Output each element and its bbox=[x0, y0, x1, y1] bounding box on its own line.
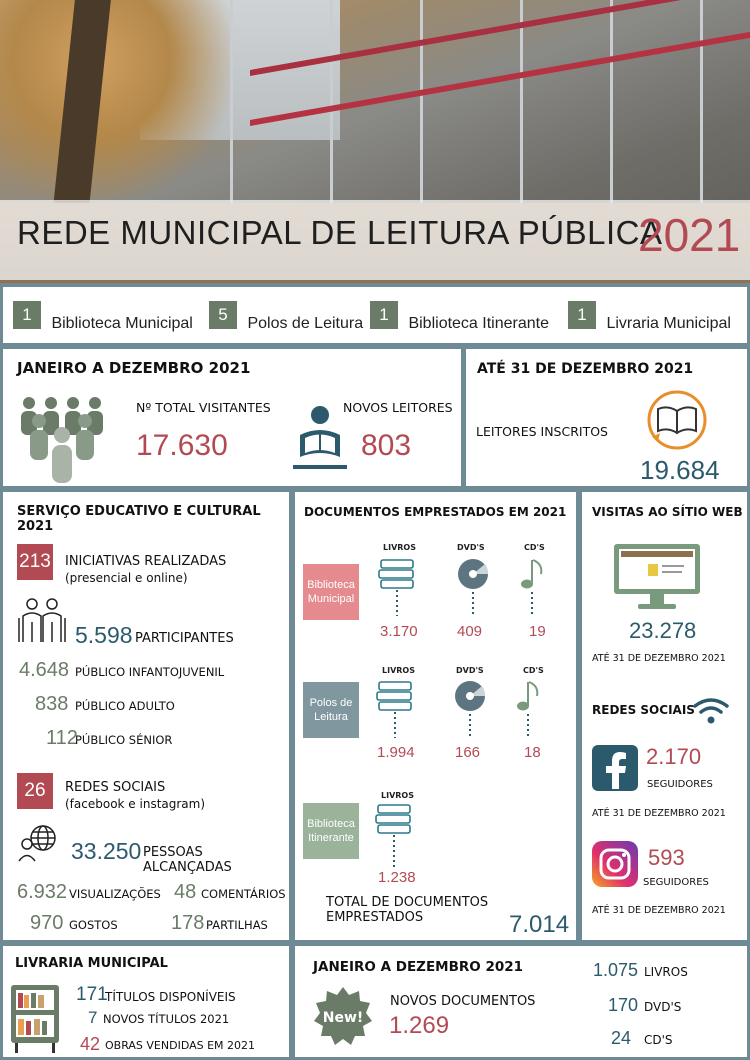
facebook-date: ATÉ 31 DE DEZEMBRO 2021 bbox=[592, 808, 726, 819]
summary-strip bbox=[3, 287, 747, 343]
visitors-period: JANEIRO A DEZEMBRO 2021 bbox=[17, 359, 251, 377]
itinerante-books: 1.238 bbox=[378, 869, 416, 886]
col-books-2: LIVROS bbox=[382, 666, 415, 675]
col-cd-2: CD'S bbox=[523, 666, 544, 675]
tag-municipal: Biblioteca Municipal bbox=[303, 564, 359, 620]
cd-music-icon bbox=[513, 680, 543, 740]
bookstore-title: LIVRARIA MUNICIPAL bbox=[15, 956, 168, 971]
bookstore-panel bbox=[3, 946, 289, 1057]
initiatives-label: INICIATIVAS REALIZADAS bbox=[65, 554, 227, 569]
loans-panel bbox=[295, 492, 576, 940]
col-dvd-2: DVD'S bbox=[456, 666, 484, 675]
new-badge-icon bbox=[313, 986, 373, 1046]
municipal-books: 3.170 bbox=[380, 623, 418, 640]
col-books-3: LIVROS bbox=[381, 791, 414, 800]
loans-title: DOCUMENTOS EMPRESTADOS EM 2021 bbox=[304, 505, 567, 519]
new-dvd-label: DVD'S bbox=[644, 1000, 682, 1014]
bookshelf-icon bbox=[9, 983, 61, 1055]
col-dvd: DVD'S bbox=[457, 543, 485, 552]
instagram-icon bbox=[592, 841, 638, 887]
monitor-icon bbox=[612, 542, 702, 612]
summary-item: 1 Biblioteca Itinerante bbox=[370, 301, 549, 329]
cd-music-icon bbox=[517, 558, 547, 618]
visitors-panel bbox=[3, 349, 461, 486]
initiatives-sub: (presencial e online) bbox=[65, 571, 188, 585]
globe-person-icon bbox=[17, 824, 61, 862]
tag-itinerante: Biblioteca Itinerante bbox=[303, 803, 359, 859]
views-value: 6.932 bbox=[17, 881, 68, 903]
educational-title: SERVIÇO EDUCATIVO E CULTURAL 2021 bbox=[17, 504, 261, 534]
infantojuvenil-label: PÚBLICO INFANTOJUVENIL bbox=[75, 665, 225, 679]
new-books-label: LIVROS bbox=[644, 965, 688, 979]
hero-photo bbox=[0, 0, 750, 283]
total-visitors-label: Nº TOTAL VISITANTES bbox=[136, 400, 271, 415]
title-banner bbox=[0, 200, 750, 280]
dvd-icon bbox=[455, 558, 491, 618]
participants-icon bbox=[17, 598, 67, 644]
total-visitors-value: 17.630 bbox=[136, 429, 228, 462]
page-title: REDE MUNICIPAL DE LEITURA PÚBLICA bbox=[17, 214, 663, 251]
shares-label: PARTILHAS bbox=[206, 918, 268, 932]
summary-item: 1 Livraria Municipal bbox=[568, 301, 731, 329]
shares-value: 178 bbox=[171, 912, 205, 934]
social-count: 26 bbox=[17, 773, 53, 809]
comments-value: 48 bbox=[174, 881, 197, 903]
new-books-value: 1.075 bbox=[593, 960, 639, 980]
instagram-value: 593 bbox=[648, 845, 685, 870]
tag-polos: Polos de Leitura bbox=[303, 682, 359, 738]
polos-books: 1.994 bbox=[377, 744, 415, 761]
new-docs-value: 1.269 bbox=[389, 1012, 450, 1039]
web-visits-value: 23.278 bbox=[629, 618, 697, 643]
sold-label: OBRAS VENDIDAS EM 2021 bbox=[105, 1039, 256, 1052]
registered-panel bbox=[466, 349, 747, 486]
infantojuvenil-value: 4.648 bbox=[19, 659, 70, 681]
likes-label: GOSTOS bbox=[69, 918, 118, 932]
titles-label: TÍTULOS DISPONÍVEIS bbox=[105, 990, 236, 1004]
likes-value: 970 bbox=[30, 912, 64, 934]
wifi-icon bbox=[692, 696, 730, 726]
people-group-icon bbox=[15, 393, 111, 483]
loans-total-label: TOTAL DE DOCUMENTOS EMPRESTADOS bbox=[326, 895, 489, 925]
col-books: LIVROS bbox=[383, 543, 416, 552]
instagram-date: ATÉ 31 DE DEZEMBRO 2021 bbox=[592, 905, 726, 916]
new-cd-label: CD'S bbox=[644, 1033, 673, 1047]
views-label: VISUALIZAÇÕES bbox=[69, 887, 161, 901]
social-sub: (facebook e instagram) bbox=[65, 797, 206, 811]
senior-value: 112 bbox=[46, 727, 78, 749]
col-cd: CD'S bbox=[524, 543, 545, 552]
polos-cd: 18 bbox=[524, 744, 541, 761]
senior-label: PÚBLICO SÉNIOR bbox=[75, 733, 173, 747]
facebook-icon bbox=[592, 745, 638, 791]
loans-total-value: 7.014 bbox=[509, 911, 570, 938]
adulto-value: 838 bbox=[35, 693, 69, 715]
summary-item: 1 Biblioteca Municipal bbox=[13, 301, 193, 329]
new-docs-label: NOVOS DOCUMENTOS bbox=[390, 994, 536, 1009]
summary-item: 5 Polos de Leitura bbox=[209, 301, 363, 329]
open-book-icon bbox=[644, 387, 710, 453]
new-cd-value: 24 bbox=[611, 1028, 632, 1048]
titles-value: 171 bbox=[76, 984, 108, 1005]
comments-label: COMENTÁRIOS bbox=[201, 887, 286, 901]
social-title: REDES SOCIAIS bbox=[592, 703, 695, 717]
web-title: VISITAS AO SÍTIO WEB bbox=[592, 505, 743, 519]
books-icon bbox=[375, 680, 415, 740]
facebook-value: 2.170 bbox=[646, 744, 702, 769]
books-icon bbox=[377, 558, 417, 618]
new-docs-panel bbox=[295, 946, 747, 1057]
social-label: REDES SOCIAIS bbox=[65, 780, 166, 795]
new-readers-label: NOVOS LEITORES bbox=[343, 400, 453, 415]
web-panel bbox=[582, 492, 747, 940]
tree-foliage bbox=[0, 0, 230, 200]
page-year: 2021 bbox=[638, 209, 741, 261]
municipal-cd: 19 bbox=[529, 623, 546, 640]
sold-value: 42 bbox=[80, 1034, 101, 1054]
new-dvd-value: 170 bbox=[608, 995, 639, 1015]
dvd-icon bbox=[452, 680, 488, 740]
new-titles-label: NOVOS TÍTULOS 2021 bbox=[103, 1012, 230, 1026]
new-readers-value: 803 bbox=[361, 429, 412, 462]
reached-label: PESSOAS ALCANÇADAS bbox=[143, 845, 232, 875]
web-visits-date: ATÉ 31 DE DEZEMBRO 2021 bbox=[592, 653, 726, 664]
instagram-label: SEGUIDORES bbox=[643, 877, 709, 888]
adulto-label: PÚBLICO ADULTO bbox=[75, 699, 175, 713]
new-titles-value: 7 bbox=[88, 1008, 98, 1027]
reached-value: 33.250 bbox=[71, 838, 142, 864]
participants-value: 5.598 bbox=[75, 622, 133, 648]
participants-label: PARTICIPANTES bbox=[135, 631, 234, 646]
facebook-label: SEGUIDORES bbox=[647, 779, 713, 790]
registered-period: ATÉ 31 DE DEZEMBRO 2021 bbox=[477, 361, 694, 377]
registered-label: LEITORES INSCRITOS bbox=[476, 424, 608, 439]
initiatives-count: 213 bbox=[17, 544, 53, 580]
new-badge-label: New! bbox=[322, 1010, 364, 1026]
polos-dvd: 166 bbox=[455, 744, 481, 761]
educational-panel bbox=[3, 492, 289, 940]
new-docs-period: JANEIRO A DEZEMBRO 2021 bbox=[313, 959, 524, 975]
registered-value: 19.684 bbox=[640, 455, 720, 485]
municipal-dvd: 409 bbox=[457, 623, 483, 640]
books-icon bbox=[374, 803, 414, 869]
